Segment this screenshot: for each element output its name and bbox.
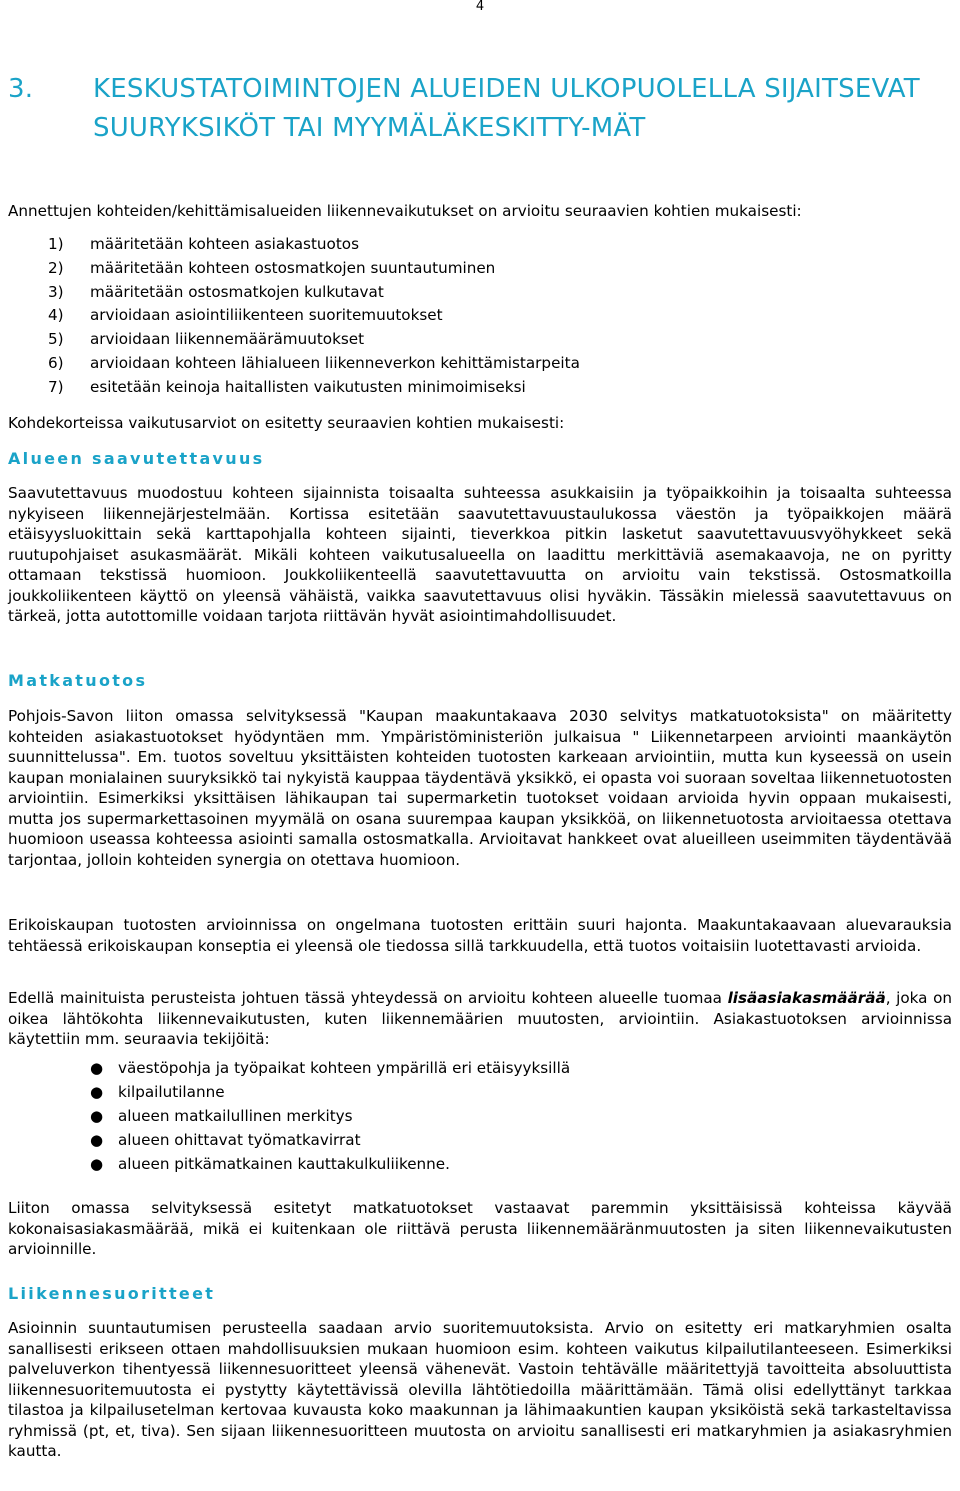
list-item: [8, 1082, 952, 1106]
list-item-number: 3): [48, 282, 64, 301]
bullet-icon: ●: [90, 1083, 104, 1101]
matkatuotos-body-2: Erikoiskaupan tuotosten arvioinnissa on ongelmana tuotosten erittäin suuri hajonta. Maakuntakaavaan aluevarauksia tehtäessä erikoiskaupan konseptia ei yleensä ole tiedossa sillä tarkkuudella, että tuotos voitaisiin luotettavasti arvioida.: [8, 916, 952, 955]
list-item: [8, 329, 952, 353]
list-item: [8, 305, 952, 329]
matkatuotos-paragraph-3: [8, 988, 952, 1050]
list-item: [8, 234, 952, 258]
section-heading-saavutettavuus: Alueen saavutettavuus: [8, 449, 265, 468]
list-item-text: alueen pitkämatkainen kauttakulkuliikenne.: [118, 1155, 450, 1173]
bullet-icon: ●: [90, 1131, 104, 1149]
list-item-number: 7): [48, 377, 64, 396]
matkatuotos-paragraph-2: [8, 915, 952, 956]
matkatuotos-body-3: [8, 988, 952, 1050]
list-item-number: 6): [48, 353, 64, 372]
list-item: [8, 1106, 952, 1130]
methods-list-container: [8, 234, 952, 401]
methods-list: [8, 234, 952, 401]
list-item-text: arvioidaan liikennemäärämuutokset: [90, 330, 365, 349]
section-heading-liikennesuoritteet: Liikennesuoritteet: [8, 1284, 216, 1303]
chapter-number: 3.: [8, 74, 34, 104]
matkatuotos-body-4: Liiton omassa selvityksessä esitetyt matkatuotokset vastaavat paremmin yksittäisissä kohteissa käyvää kokonaisasiakasmäärää, mikä ei kuitenkaan ole riittävä perusta liikennemääränmuutosten ja siten liikennevaikutusten arvioinnille.: [8, 1199, 952, 1258]
list-item: [8, 282, 952, 306]
matkatuotos-paragraph-4: [8, 1198, 952, 1260]
factors-list-container: [8, 1058, 952, 1178]
list-item-text: arvioidaan kohteen lähialueen liikenneverkon kehittämistarpeita: [90, 353, 580, 372]
liikennesuoritteet-body: Asioinnin suuntautumisen perusteella saadaan arvio suoritemuutoksista. Arvio on esitetty eri matkaryhmien osalta sanallisesti erikseen ottaen mahdollisuuksien mukaan huomioon esim. kohteen vaikutus kilpailutilanteeseen. Esimerkiksi palveluverkon tihentyessä liikennesuoritteet yleensä vähenevät. Vastoin tehtävälle määritettyjä tavoitteita absoluuttista liikennesuoritemuutosta ei pystytty käytettävissä olevilla lähtötiedoilla määrittämään. Tämä olisi edellyttänyt tarkkaa tilastoa ja kilpailusetelman kertovaa kuvausta koko maakunnan ja lähimaakuntien kaupan yksiköistä sekä tarkasteltavissa ryhmissä (pt, et, tiva). Sen sijaan liikennesuoritteen muutosta on arvioitu sanallisesti eri matkaryhmien ja asiakasryhmien kautta.: [8, 1319, 952, 1460]
list-item-text: alueen ohittavat työmatkavirrat: [118, 1131, 361, 1149]
paragraph-text: , joka on oikea lähtökohta liikennevaikutusten, kuten liikennemäärien muutosten, arviointiin. Asiakastuotoksen arvioinnissa käytettiin mm. seuraavia tekijöitä:: [8, 989, 952, 1048]
list-item-number: 5): [48, 330, 64, 349]
bullet-icon: ●: [90, 1107, 104, 1125]
list-item: [8, 377, 952, 401]
bullet-icon: ●: [90, 1059, 104, 1077]
list-item-text: määritetään kohteen asiakastuotos: [90, 235, 359, 253]
saavutettavuus-paragraph: [8, 483, 952, 627]
factors-list: [8, 1058, 952, 1178]
liikennesuoritteet-paragraph: [8, 1318, 952, 1462]
matkatuotos-body-1: Pohjois-Savon liiton omassa selvityksessä "Kaupan maakuntakaava 2030 selvitys matkatuotoksista" on määritetty kohteiden asiakastuotokset hyödyntäen mm. Ympäristöministeriön julkaisua " Liikennetarpeen arviointi maankäytön suunnittelussa". Em. tuotos soveltuu yksittäisten kohteiden tuotosten karkeaan arviointiin, mutta kun kyseessä on usein kaupan monialainen suuryksikkö tai nykyistä kauppaa täydentävä yksikkö, ei opasta voi suoraan soveltaa liikennetuotosten arviointiin. Esimerkiksi yksittäisen lähikaupan tai supermarketin tuotokset voidaan arvioida hyvin oppaan mukaisesti, mutta jos supermarkettasoinen myymälä on osana suurempaa kaupan yksikköä, on liikennetuotosta arvioitaessa otettava huomioon useassa kohteessa asiointi samalla ostosmatkalla. Arvioitavat hankkeet ovat alueilleen useimmiten täydentävää tarjontaa, jolloin kohteiden synergia on otettava huomioon.: [8, 707, 952, 869]
list-item: [8, 1058, 952, 1082]
list-item: [8, 353, 952, 377]
list-item: [8, 1154, 952, 1178]
section-heading-matkatuotos: Matkatuotos: [8, 671, 148, 690]
saavutettavuus-body: Saavutettavuus muodostuu kohteen sijainnista toisaalta suhteessa asukkaisiin ja työpaikkoihin ja toisaalta suhteessa nykyiseen liikennejärjestelmään. Kortissa esitetään saavutettavuustaulukossa väestön ja työpaikkojen määrä etäisyysluokittain sekä karttapohjalla kohteen sijainti, tieverkkoa pitkin lasketut saavutettavuusvyöhykkeet sekä ruutupohjaiset asukasmäärät. Mikäli kohteen vaikutusalueella on laadittu merkittäviä asemakaavoja, ne on pyritty ottamaan tekstissä huomioon. Joukkoliikenteellä saavutettavuutta on arvioitu vain tekstissä. Ostosmatkoilla joukkoliikenteen käyttö on yleensä vähäistä, vaikka saavutettavuus olisi hyväkin. Tässäkin mielessä saavutettavuus on tärkeä, jotta autottomille voidaan tarjota riittävän hyvät asiointimahdollisuudet.: [8, 484, 952, 625]
emphasized-term: lisäasiakasmäärää: [727, 989, 886, 1007]
list-item-text: arvioidaan asiointiliikenteen suoritemuutokset: [90, 306, 443, 325]
list-item-number: 4): [48, 306, 64, 325]
matkatuotos-paragraph-1: [8, 706, 952, 870]
list-item-text: määritetään ostosmatkojen kulkutavat: [90, 282, 384, 301]
list-item-text: alueen matkailullinen merkitys: [118, 1107, 353, 1125]
chapter-title: KESKUSTATOIMINTOJEN ALUEIDEN ULKOPUOLELLA SIJAITSEVAT SUURYKSIKÖT TAI MYYMÄLÄKESKITTY-MÄT: [93, 74, 920, 143]
list-item-text: esitetään keinoja haitallisten vaikutusten minimoimiseksi: [90, 377, 526, 396]
paragraph-text: Edellä mainituista perusteista johtuen tässä yhteydessä on arvioitu kohteen alueelle tuomaa: [8, 989, 728, 1007]
page-number: 4: [475, 0, 485, 14]
bullet-icon: ●: [90, 1155, 104, 1173]
list-item-number: 2): [48, 258, 64, 277]
list-item-text: väestöpohja ja työpaikat kohteen ympärillä eri etäisyyksillä: [118, 1059, 571, 1077]
list-item-text: määritetään kohteen ostosmatkojen suuntautuminen: [90, 258, 496, 277]
list-item-number: 1): [48, 235, 64, 253]
kohdekortit-paragraph: Kohdekorteissa vaikutusarviot on esitetty seuraavien kohtien mukaisesti:: [8, 414, 565, 432]
list-item: [8, 1130, 952, 1154]
intro-paragraph: Annettujen kohteiden/kehittämisalueiden liikennevaikutukset on arvioitu seuraavien kohtien mukaisesti:: [8, 202, 802, 220]
chapter-heading: [8, 70, 948, 148]
list-item: [8, 258, 952, 282]
list-item-text: kilpailutilanne: [118, 1083, 225, 1101]
